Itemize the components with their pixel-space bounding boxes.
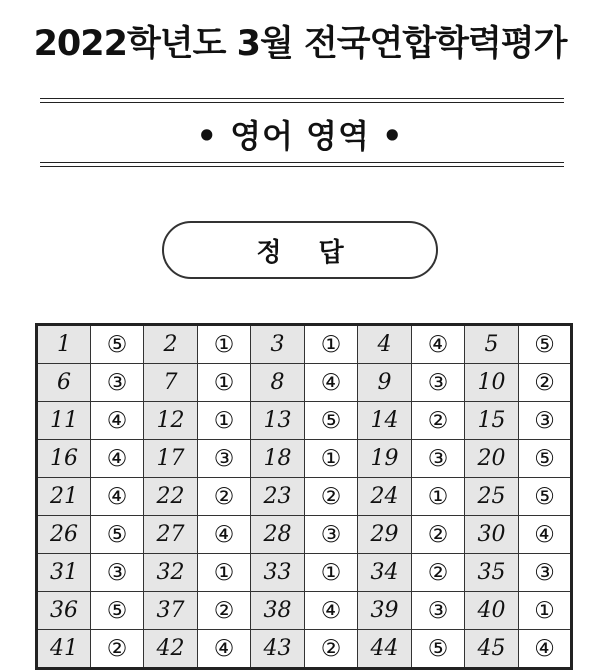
answer-choice: ④ bbox=[91, 402, 144, 440]
answer-choice: ⑤ bbox=[519, 478, 572, 516]
question-number: 17 bbox=[144, 440, 198, 478]
table-row bbox=[37, 478, 572, 516]
question-number: 13 bbox=[251, 402, 305, 440]
answer-label-box bbox=[162, 221, 438, 279]
question-number: 33 bbox=[251, 554, 305, 592]
question-number: 2 bbox=[144, 325, 198, 364]
question-number: 30 bbox=[465, 516, 519, 554]
answer-choice: ④ bbox=[198, 630, 251, 669]
answer-choice: ② bbox=[519, 364, 572, 402]
answer-choice: ③ bbox=[412, 364, 465, 402]
answer-choice: ② bbox=[412, 554, 465, 592]
table-row bbox=[37, 554, 572, 592]
answer-choice: ③ bbox=[91, 554, 144, 592]
answer-choice: ① bbox=[198, 402, 251, 440]
answer-choice: ① bbox=[198, 364, 251, 402]
question-number: 16 bbox=[37, 440, 91, 478]
question-number: 9 bbox=[358, 364, 412, 402]
table-row bbox=[37, 402, 572, 440]
question-number: 7 bbox=[144, 364, 198, 402]
question-number: 34 bbox=[358, 554, 412, 592]
question-number: 23 bbox=[251, 478, 305, 516]
answer-choice: ④ bbox=[91, 440, 144, 478]
subject-subtitle: • 영어 영역 • bbox=[196, 117, 404, 155]
answer-choice: ⑤ bbox=[412, 630, 465, 669]
question-number: 8 bbox=[251, 364, 305, 402]
question-number: 25 bbox=[465, 478, 519, 516]
question-number: 5 bbox=[465, 325, 519, 364]
question-number: 42 bbox=[144, 630, 198, 669]
answer-choice: ② bbox=[198, 478, 251, 516]
answer-choice: ③ bbox=[519, 554, 572, 592]
answer-label: 정 답 bbox=[256, 237, 358, 268]
question-number: 10 bbox=[465, 364, 519, 402]
answer-choice: ① bbox=[198, 325, 251, 364]
answer-choice: ⑤ bbox=[519, 440, 572, 478]
question-number: 40 bbox=[465, 592, 519, 630]
answer-choice: ④ bbox=[198, 516, 251, 554]
answer-choice: ① bbox=[305, 325, 358, 364]
question-number: 27 bbox=[144, 516, 198, 554]
answer-choice: ④ bbox=[412, 325, 465, 364]
answer-choice: ③ bbox=[412, 440, 465, 478]
question-number: 19 bbox=[358, 440, 412, 478]
answer-choice: ① bbox=[519, 592, 572, 630]
page-title: 2022학년도 3월 전국연합학력평가 bbox=[33, 24, 567, 64]
table-row bbox=[37, 630, 572, 669]
question-number: 32 bbox=[144, 554, 198, 592]
table-row bbox=[37, 440, 572, 478]
answer-choice: ③ bbox=[412, 592, 465, 630]
answer-choice: ③ bbox=[198, 440, 251, 478]
question-number: 43 bbox=[251, 630, 305, 669]
table-row bbox=[37, 325, 572, 364]
answer-choice: ① bbox=[412, 478, 465, 516]
answer-key-table bbox=[35, 323, 573, 670]
answer-choice: ⑤ bbox=[91, 592, 144, 630]
answer-choice: ③ bbox=[305, 516, 358, 554]
answer-choice: ⑤ bbox=[305, 402, 358, 440]
answer-choice: ② bbox=[412, 516, 465, 554]
answer-choice: ① bbox=[305, 440, 358, 478]
question-number: 11 bbox=[37, 402, 91, 440]
answer-key-body bbox=[37, 325, 572, 669]
question-number: 6 bbox=[37, 364, 91, 402]
answer-choice: ③ bbox=[519, 402, 572, 440]
question-number: 4 bbox=[358, 325, 412, 364]
table-row bbox=[37, 592, 572, 630]
question-number: 3 bbox=[251, 325, 305, 364]
answer-choice: ⑤ bbox=[91, 516, 144, 554]
answer-choice: ② bbox=[91, 630, 144, 669]
question-number: 38 bbox=[251, 592, 305, 630]
question-number: 28 bbox=[251, 516, 305, 554]
answer-choice: ② bbox=[305, 630, 358, 669]
table-row bbox=[37, 364, 572, 402]
bottom-divider bbox=[40, 162, 564, 167]
question-number: 12 bbox=[144, 402, 198, 440]
question-number: 18 bbox=[251, 440, 305, 478]
answer-choice: ② bbox=[198, 592, 251, 630]
question-number: 14 bbox=[358, 402, 412, 440]
answer-choice: ② bbox=[305, 478, 358, 516]
question-number: 41 bbox=[37, 630, 91, 669]
question-number: 37 bbox=[144, 592, 198, 630]
question-number: 39 bbox=[358, 592, 412, 630]
question-number: 36 bbox=[37, 592, 91, 630]
table-row bbox=[37, 516, 572, 554]
question-number: 35 bbox=[465, 554, 519, 592]
question-number: 26 bbox=[37, 516, 91, 554]
question-number: 20 bbox=[465, 440, 519, 478]
answer-choice: ④ bbox=[305, 364, 358, 402]
answer-choice: ④ bbox=[519, 630, 572, 669]
answer-choice: ⑤ bbox=[91, 325, 144, 364]
question-number: 45 bbox=[465, 630, 519, 669]
answer-choice: ④ bbox=[305, 592, 358, 630]
question-number: 44 bbox=[358, 630, 412, 669]
question-number: 31 bbox=[37, 554, 91, 592]
question-number: 22 bbox=[144, 478, 198, 516]
answer-choice: ⑤ bbox=[519, 325, 572, 364]
answer-choice: ③ bbox=[91, 364, 144, 402]
question-number: 1 bbox=[37, 325, 91, 364]
answer-choice: ① bbox=[198, 554, 251, 592]
question-number: 24 bbox=[358, 478, 412, 516]
answer-choice: ② bbox=[412, 402, 465, 440]
top-divider bbox=[40, 98, 564, 103]
question-number: 29 bbox=[358, 516, 412, 554]
question-number: 15 bbox=[465, 402, 519, 440]
answer-choice: ① bbox=[305, 554, 358, 592]
answer-choice: ④ bbox=[91, 478, 144, 516]
answer-choice: ④ bbox=[519, 516, 572, 554]
question-number: 21 bbox=[37, 478, 91, 516]
